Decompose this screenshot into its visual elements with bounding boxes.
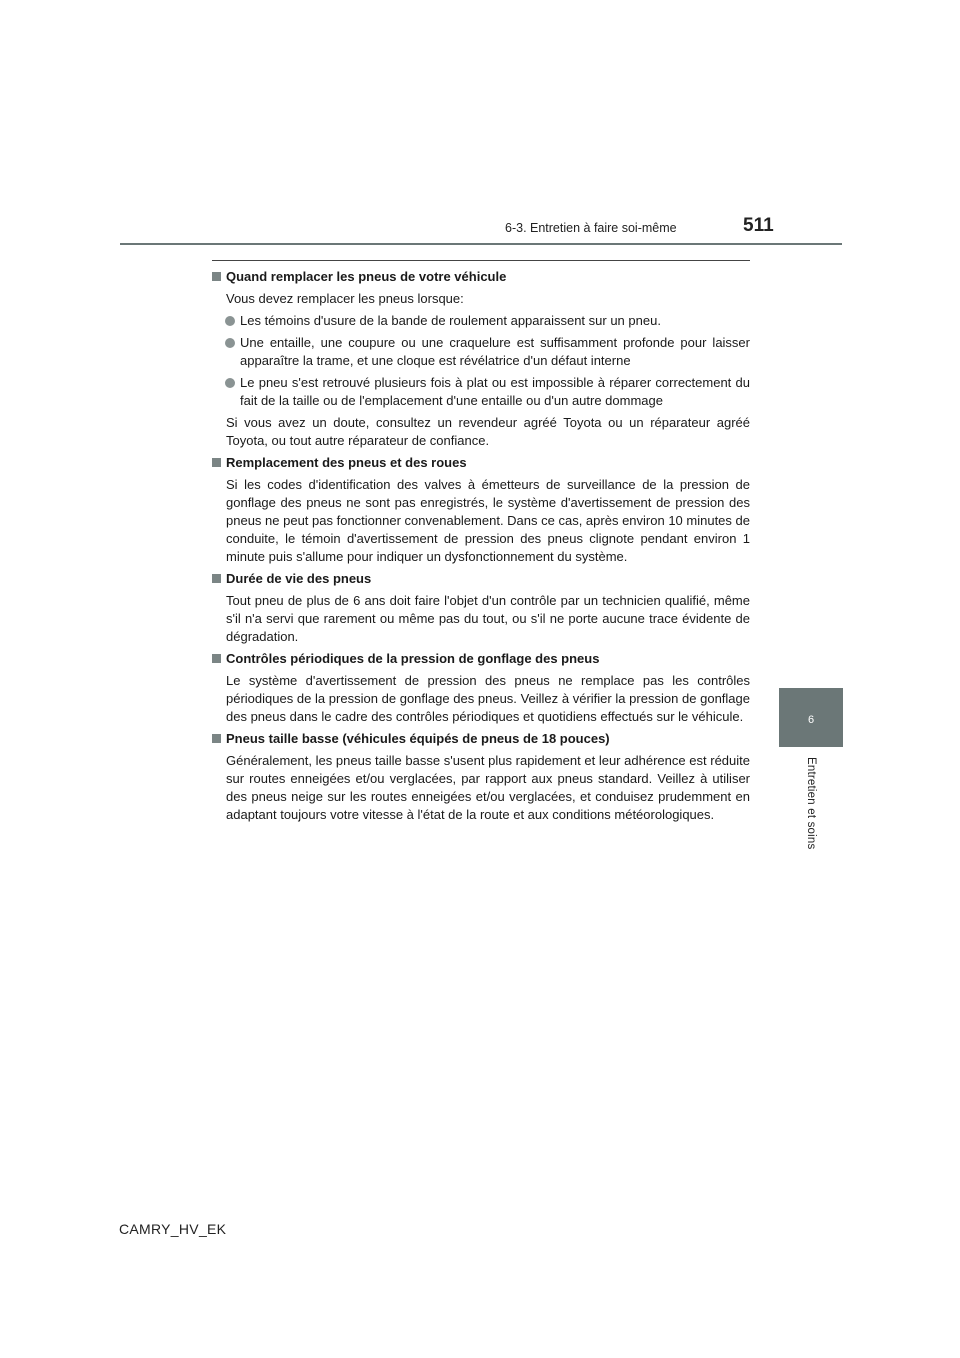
chapter-label: Entretien et soins: [805, 757, 817, 850]
section-body: Généralement, les pneus taille basse s'usent plus rapidement et leur adhérence est réduite sur routes enneigées et/ou verglacées, par rapport aux pneus standard. Veillez à utiliser des pneus neige sur les routes enneigées et/ou verglacées, et conduisez prudemment en adaptant toujours votre vitesse à l'état de la route et aux conditions météorologiques.: [226, 753, 750, 822]
section-lifespan: [212, 570, 750, 646]
square-bullet-icon: [212, 574, 221, 583]
section-title: Quand remplacer les pneus de votre véhicule: [212, 268, 750, 286]
section-periodic-checks: [212, 650, 750, 726]
section-intro: Vous devez remplacer les pneus lorsque:: [226, 291, 464, 306]
chapter-number: 6: [807, 714, 815, 726]
header-section-title: 6-3. Entretien à faire soi-même: [505, 221, 677, 235]
section-body: Le système d'avertissement de pression des pneus ne remplace pas les contrôles périodiques de la pression de gonflage des pneus. Veillez à vérifier la pression de gonflage des pneus dans le cadre des contrôles périodiques et quotidiens effectués sur le véhicule.: [226, 673, 750, 724]
circle-bullet-icon: [225, 338, 235, 348]
section-when-replace: [212, 268, 750, 450]
content-divider: [212, 260, 750, 261]
section-body: Tout pneu de plus de 6 ans doit faire l'objet d'un contrôle par un technicien qualifié, même s'il n'a servi que rarement ou même pas du tout, ou s'il ne porte aucune trace évidente de dégradation.: [226, 593, 750, 644]
section-body: Si les codes d'identification des valves à émetteurs de surveillance de la pression de gonflage des pneus ne sont pas enregistrés, le système d'avertissement de pression des pneus ne peut pas fonctionner convenablement. Dans ce cas, après environ 10 minutes de conduite, le témoin d'avertissement de pression des pneus clignote pendant environ 1 minute puis s'allume pour indiquer un dysfonctionnement du système.: [226, 477, 750, 564]
chapter-tab: [779, 688, 843, 747]
section-replacement: [212, 454, 750, 566]
list-item: Les témoins d'usure de la bande de roulement apparaissent sur un pneu.: [212, 312, 750, 330]
square-bullet-icon: [212, 654, 221, 663]
section-title: Durée de vie des pneus: [212, 570, 750, 588]
square-bullet-icon: [212, 734, 221, 743]
section-title: Contrôles périodiques de la pression de gonflage des pneus: [212, 650, 750, 668]
page-number: 511: [743, 215, 774, 236]
document-code: CAMRY_HV_EK: [119, 1221, 227, 1237]
square-bullet-icon: [212, 458, 221, 467]
square-bullet-icon: [212, 272, 221, 281]
section-low-profile: [212, 730, 750, 824]
list-item: Le pneu s'est retrouvé plusieurs fois à plat ou est impossible à réparer correctement du fait de la taille ou de l'emplacement d'une entaille ou d'un autre dommage: [212, 374, 750, 410]
section-outro: Si vous avez un doute, consultez un revendeur agréé Toyota ou un réparateur agréé Toyota, ou tout autre réparateur de confiance.: [226, 415, 750, 448]
header-divider: [120, 243, 842, 245]
page-content: [212, 268, 750, 828]
section-title: Remplacement des pneus et des roues: [212, 454, 750, 472]
section-title: Pneus taille basse (véhicules équipés de pneus de 18 pouces): [212, 730, 750, 748]
list-item: Une entaille, une coupure ou une craquelure est suffisamment profonde pour laisser apparaître la trame, et une cloque est révélatrice d'un défaut interne: [212, 334, 750, 370]
circle-bullet-icon: [225, 378, 235, 388]
circle-bullet-icon: [225, 316, 235, 326]
